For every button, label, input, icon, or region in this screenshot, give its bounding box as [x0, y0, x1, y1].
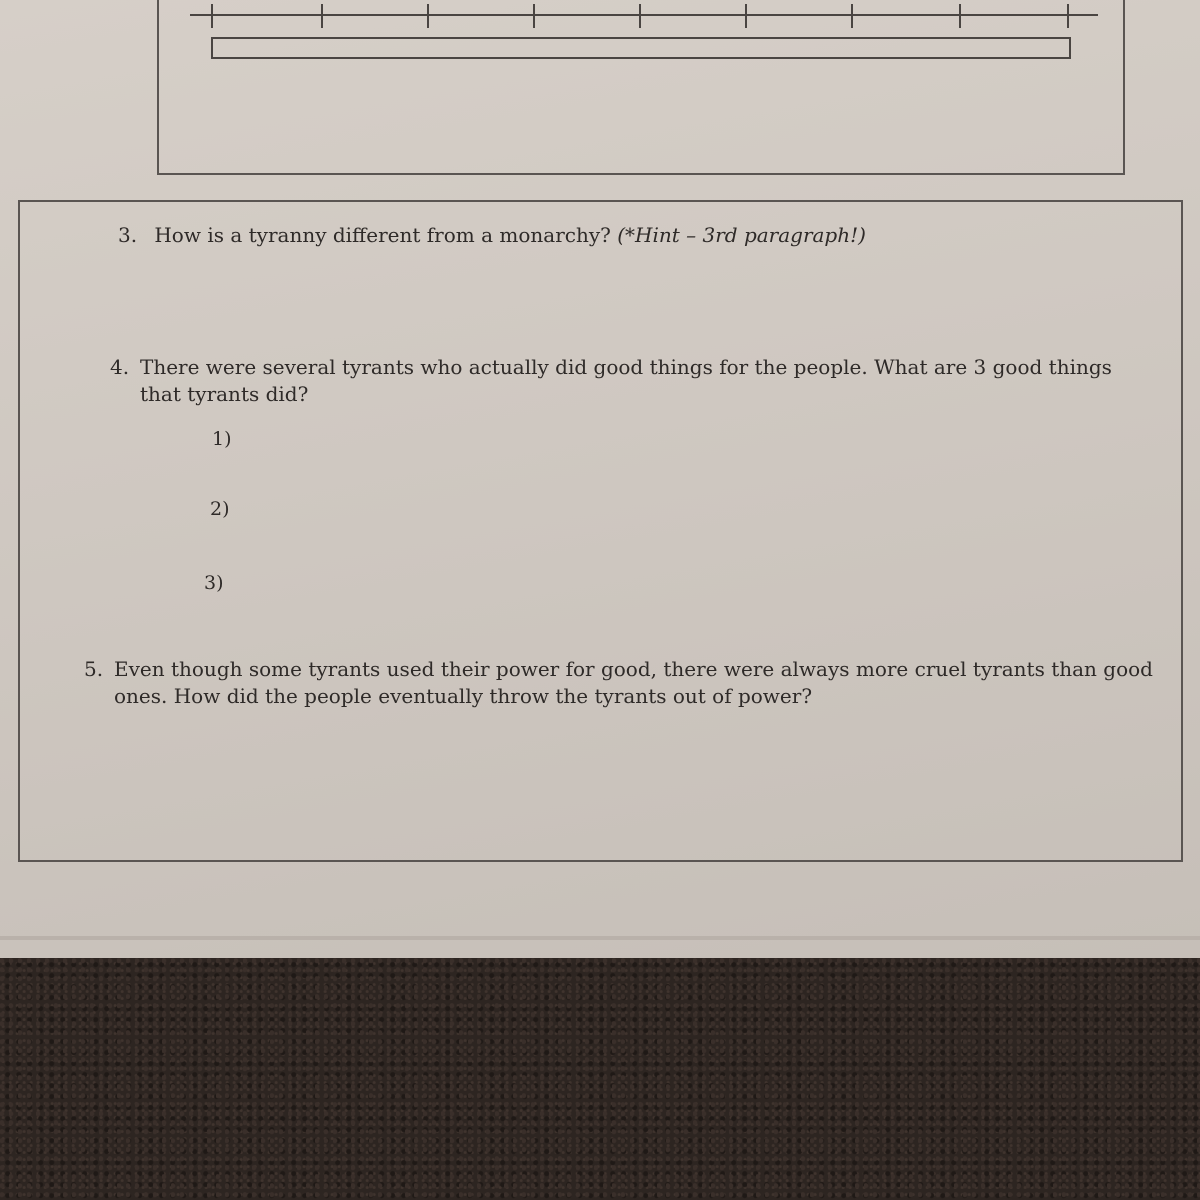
answer-line-1: 1) [212, 428, 232, 450]
paper-edge [0, 936, 1200, 940]
question-5-number: 5. [84, 657, 104, 681]
answer-line-3: 3) [204, 572, 224, 594]
questions-box [18, 200, 1183, 862]
question-3-text: How is a tyranny different from a monarchy? [154, 223, 611, 247]
question-4 [110, 354, 1120, 408]
question-4-number: 4. [110, 355, 130, 379]
question-3 [118, 222, 1118, 249]
question-5-text: Even though some tyrants used their power for good, there were always more cruel tyrants than good ones. How did the people eventually throw the tyrants out of power? [114, 657, 1153, 708]
question-3-number: 3. [118, 223, 138, 247]
question-3-hint: (*Hint – 3rd paragraph!) [617, 223, 866, 247]
answer-line-2: 2) [210, 498, 230, 520]
carpet-background [0, 958, 1200, 1200]
question-4-text: There were several tyrants who actually did good things for the people. What are 3 good things that tyrants did? [140, 355, 1112, 406]
question-5 [84, 656, 1159, 710]
timeline-label-strip [212, 38, 1070, 58]
timeline [0, 0, 1200, 80]
